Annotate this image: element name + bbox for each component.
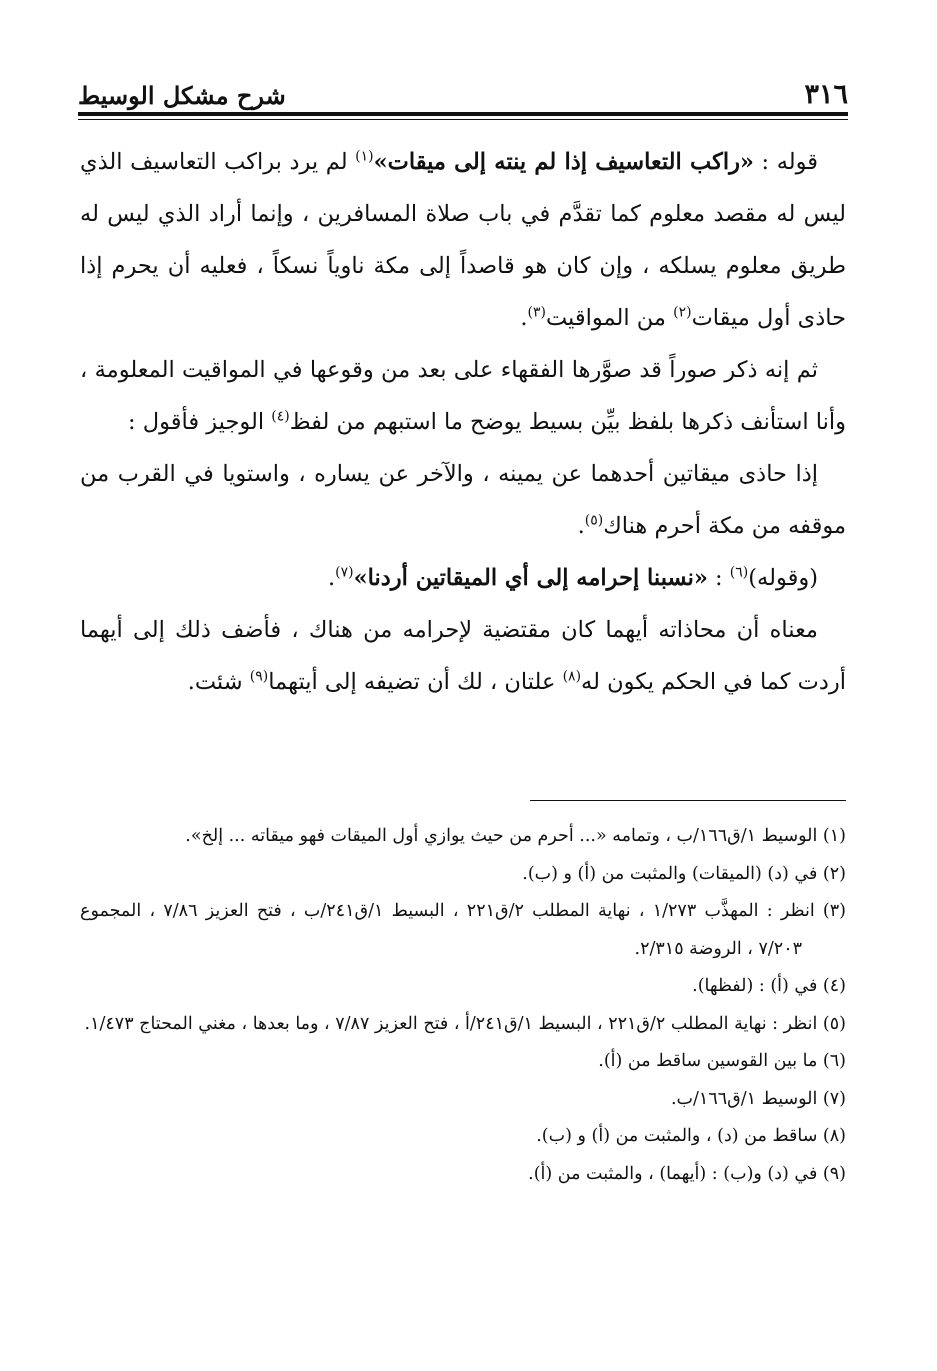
footnote-2: (٢) في (د) (الميقات) والمثبت من (أ) و (ب). [522, 863, 846, 884]
paragraph-1 [80, 136, 846, 344]
p5-end: شئت. [187, 669, 250, 695]
paragraph-2 [80, 344, 846, 448]
footnote-8: (٨) ساقط من (د) ، والمثبت من (أ) و (ب). [536, 1126, 846, 1146]
footnote-4: (٤) في (أ) : (لفظها). [692, 976, 846, 996]
header-rule-thick [78, 112, 848, 116]
paragraph-3 [80, 448, 846, 552]
p3-text: إذا حاذى ميقاتين أحدهما عن يمينه ، والآخر عن يساره ، واستويا في القرب من موقفه من مكة أحرم هناك [80, 461, 846, 539]
p3-end: . [577, 513, 585, 539]
footnote-ref-2: (٢) [673, 304, 692, 321]
footnotes [80, 818, 846, 1193]
paragraph-5 [80, 604, 846, 708]
footnote-ref-5: (٥) [584, 512, 604, 529]
p4-end: . [327, 565, 336, 591]
footnote-ref-9: (٩) [249, 668, 269, 685]
running-title: شرح مشكل الوسيط [78, 81, 286, 110]
footnote-5: (٥) انظر : نهاية المطلب ٢/ق٢٢١ ، البسيط ١/ق٢٤١/أ ، فتح العزيز ٧/٨٧ ، وما بعدها ، مغني المحتاج ١/٤٧٣. [84, 1013, 846, 1034]
p1-end: . [520, 305, 528, 331]
p5-text2: علتان ، لك أن تضيفه إلى أيتهما [268, 669, 563, 695]
p2-text2: الوجيز فأقول : [128, 409, 272, 435]
footnote-ref-4: (٤) [271, 408, 290, 425]
p1-quote: «راكب التعاسيف إذا لم ينته إلى ميقات» [373, 149, 754, 175]
footnote-7: (٧) الوسيط ١/ق١٦٦/ب. [670, 1088, 846, 1109]
p2-text1: ثم إنه ذكر صوراً قد صوَّرها الفقهاء على بعد من وقوعها في المواقيت المعلومة ، وأنا استأنف ذكرها بلفظ بيِّن بسيط يوضح ما استبهم من لفظ [80, 357, 846, 435]
footnote-9: (٩) في (د) و(ب) : (أيهما) ، والمثبت من (أ). [528, 1163, 846, 1184]
paragraph-4 [80, 552, 846, 604]
page-header [78, 70, 848, 110]
page-number: ٣١٦ [804, 79, 848, 110]
footnote-ref-6: (٦) [729, 564, 749, 581]
footnote-ref-3: (٣) [527, 304, 546, 321]
p1-intro: قوله : [754, 149, 818, 175]
p4-intro: (وقوله) [748, 565, 818, 591]
p1-text1: لم يرد براكب التعاسيف الذي ليس له مقصد معلوم كما تقدَّم في باب صلاة المسافرين ، وإنما أراد الذي ليس له طريق معلوم يسلكه ، وإن كان هو قاصداً إلى مكة ناوياً نسكاً ، فعليه أن يحرم إذا حاذى أول ميقات [80, 149, 846, 331]
p4-quote: «نسبنا إحرامه إلى أي الميقاتين أردنا» [353, 565, 708, 591]
main-text [80, 136, 846, 708]
footnote-ref-7: (٧) [335, 564, 354, 581]
p4-sep: : [707, 565, 730, 591]
p5-text1: معناه أن محاذاته أيهما كان مقتضية لإحرامه من هناك ، فأضف ذلك إلى أيهما أردت كما في الحكم يكون له [80, 617, 846, 695]
p1-text2: من المواقيت [545, 305, 674, 331]
footnote-ref-8: (٨) [562, 668, 582, 685]
footnote-3: (٣) انظر : المهذَّب ١/٢٧٣ ، نهاية المطلب ٢/ق٢٢١ ، البسيط ١/ق٢٤١/ب ، فتح العزيز ٧/٨٦ ، المجموع ٧/٢٠٣ ، الروضة ٢/٣١٥. [80, 901, 846, 959]
footnote-1: (١) الوسيط ١/ق١٦٦/ب ، وتمامه «... أحرم من حيث يوازي أول الميقات فهو ميقاته ... إلخ». [185, 826, 846, 846]
footnote-separator [530, 800, 846, 801]
footnote-ref-1: (١) [355, 148, 374, 165]
footnote-6: (٦) ما بين القوسين ساقط من (أ). [598, 1051, 846, 1071]
header-rule-thin [78, 119, 848, 120]
